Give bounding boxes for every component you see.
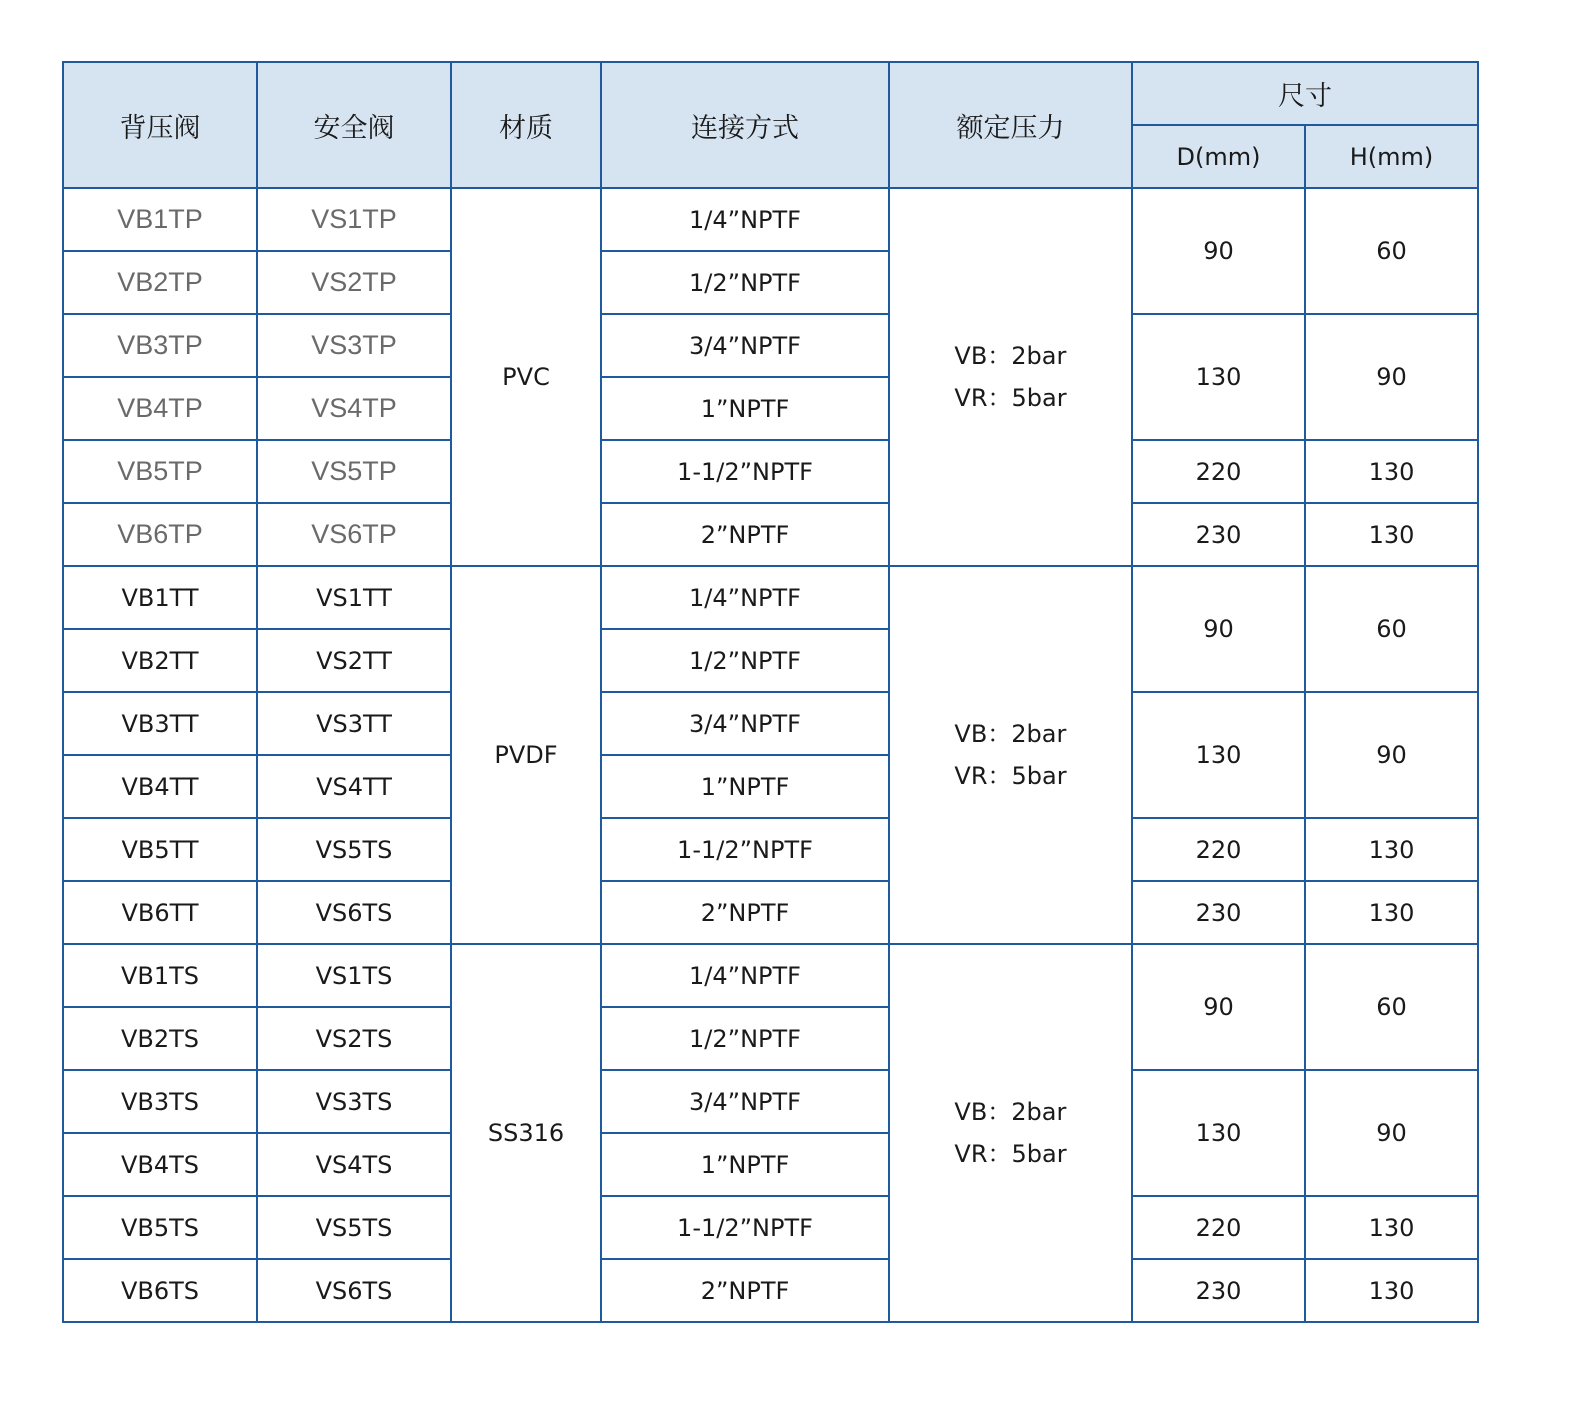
size-d-cell: 220 [1132, 818, 1305, 881]
material-cell: PVDF [451, 566, 601, 944]
connection-cell: 1”NPTF [601, 1133, 889, 1196]
rated-pressure-cell [889, 944, 1132, 1322]
size-h-cell: 130 [1305, 818, 1478, 881]
connection-cell: 1/2”NPTF [601, 629, 889, 692]
size-d-cell: 90 [1132, 188, 1305, 314]
safety-valve-model: VS1TS [257, 944, 451, 1007]
valve-spec-table [62, 61, 1479, 1323]
size-d-cell: 230 [1132, 1259, 1305, 1322]
connection-cell: 3/4”NPTF [601, 692, 889, 755]
back-pressure-valve-model: VB3TT [63, 692, 257, 755]
safety-valve-model: VS3TT [257, 692, 451, 755]
pressure-vr: VR：5bar [954, 1140, 1067, 1168]
connection-cell: 2”NPTF [601, 881, 889, 944]
connection-cell: 1-1/2”NPTF [601, 1196, 889, 1259]
safety-valve-model: VS6TS [257, 881, 451, 944]
rated-pressure-cell [889, 188, 1132, 566]
size-h-cell: 60 [1305, 566, 1478, 692]
back-pressure-valve-model: VB1TP [63, 188, 257, 251]
size-h-cell: 60 [1305, 944, 1478, 1070]
size-d-cell: 230 [1132, 881, 1305, 944]
size-h-cell: 60 [1305, 188, 1478, 314]
back-pressure-valve-model: VB3TS [63, 1070, 257, 1133]
connection-cell: 2”NPTF [601, 503, 889, 566]
back-pressure-valve-model: VB1TS [63, 944, 257, 1007]
pressure-vr: VR：5bar [954, 762, 1067, 790]
back-pressure-valve-model: VB6TT [63, 881, 257, 944]
header-d-mm: D(mm) [1132, 125, 1305, 188]
size-d-cell: 90 [1132, 944, 1305, 1070]
table-row [63, 1259, 1478, 1322]
header-safety-valve: 安全阀 [257, 62, 451, 188]
connection-cell: 1/4”NPTF [601, 944, 889, 1007]
pressure-values [954, 1091, 1066, 1175]
header-size: 尺寸 [1132, 62, 1478, 125]
back-pressure-valve-model: VB1TT [63, 566, 257, 629]
header-material: 材质 [451, 62, 601, 188]
connection-cell: 1/4”NPTF [601, 566, 889, 629]
connection-cell: 3/4”NPTF [601, 1070, 889, 1133]
connection-cell: 1-1/2”NPTF [601, 818, 889, 881]
size-h-cell: 90 [1305, 314, 1478, 440]
safety-valve-model: VS2TT [257, 629, 451, 692]
safety-valve-model: VS4TT [257, 755, 451, 818]
connection-cell: 2”NPTF [601, 1259, 889, 1322]
back-pressure-valve-model: VB6TS [63, 1259, 257, 1322]
safety-valve-model: VS6TS [257, 1259, 451, 1322]
size-d-cell: 130 [1132, 314, 1305, 440]
connection-cell: 1/2”NPTF [601, 1007, 889, 1070]
safety-valve-model: VS3TS [257, 1070, 451, 1133]
size-d-cell: 220 [1132, 1196, 1305, 1259]
table-header [63, 62, 1478, 188]
back-pressure-valve-model: VB5TS [63, 1196, 257, 1259]
back-pressure-valve-model: VB6TP [63, 503, 257, 566]
table-row [63, 944, 1478, 1007]
material-cell: PVC [451, 188, 601, 566]
size-d-cell: 220 [1132, 440, 1305, 503]
back-pressure-valve-model: VB4TS [63, 1133, 257, 1196]
table-row [63, 314, 1478, 377]
safety-valve-model: VS4TS [257, 1133, 451, 1196]
pressure-values [954, 713, 1066, 797]
size-h-cell: 130 [1305, 503, 1478, 566]
rated-pressure-cell [889, 566, 1132, 944]
safety-valve-model: VS2TS [257, 1007, 451, 1070]
back-pressure-valve-model: VB5TP [63, 440, 257, 503]
safety-valve-model: VS6TP [257, 503, 451, 566]
pressure-vb: VB：2bar [954, 1098, 1067, 1126]
size-d-cell: 130 [1132, 1070, 1305, 1196]
table-row [63, 1070, 1478, 1133]
safety-valve-model: VS5TS [257, 818, 451, 881]
back-pressure-valve-model: VB2TP [63, 251, 257, 314]
safety-valve-model: VS5TP [257, 440, 451, 503]
header-rated-pressure: 额定压力 [889, 62, 1132, 188]
size-h-cell: 130 [1305, 1259, 1478, 1322]
safety-valve-model: VS3TP [257, 314, 451, 377]
pressure-vr: VR：5bar [954, 384, 1067, 412]
back-pressure-valve-model: VB4TT [63, 755, 257, 818]
connection-cell: 1-1/2”NPTF [601, 440, 889, 503]
safety-valve-model: VS5TS [257, 1196, 451, 1259]
size-h-cell: 90 [1305, 692, 1478, 818]
table-row [63, 566, 1478, 629]
size-d-cell: 90 [1132, 566, 1305, 692]
safety-valve-model: VS1TT [257, 566, 451, 629]
back-pressure-valve-model: VB4TP [63, 377, 257, 440]
table-row [63, 881, 1478, 944]
connection-cell: 1”NPTF [601, 377, 889, 440]
connection-cell: 3/4”NPTF [601, 314, 889, 377]
table-body [63, 188, 1478, 1322]
table-row [63, 440, 1478, 503]
pressure-vb: VB：2bar [954, 720, 1067, 748]
back-pressure-valve-model: VB2TT [63, 629, 257, 692]
pressure-values [954, 335, 1066, 419]
header-back-pressure-valve: 背压阀 [63, 62, 257, 188]
pressure-vb: VB：2bar [954, 342, 1067, 370]
safety-valve-model: VS4TP [257, 377, 451, 440]
table-row [63, 1196, 1478, 1259]
table-row [63, 503, 1478, 566]
table-row [63, 188, 1478, 251]
size-h-cell: 130 [1305, 1196, 1478, 1259]
back-pressure-valve-model: VB3TP [63, 314, 257, 377]
table-row [63, 692, 1478, 755]
material-cell: SS316 [451, 944, 601, 1322]
size-d-cell: 130 [1132, 692, 1305, 818]
size-h-cell: 90 [1305, 1070, 1478, 1196]
size-h-cell: 130 [1305, 881, 1478, 944]
back-pressure-valve-model: VB2TS [63, 1007, 257, 1070]
size-d-cell: 230 [1132, 503, 1305, 566]
safety-valve-model: VS2TP [257, 251, 451, 314]
back-pressure-valve-model: VB5TT [63, 818, 257, 881]
connection-cell: 1/2”NPTF [601, 251, 889, 314]
size-h-cell: 130 [1305, 440, 1478, 503]
safety-valve-model: VS1TP [257, 188, 451, 251]
table-row [63, 818, 1478, 881]
header-h-mm: H(mm) [1305, 125, 1478, 188]
connection-cell: 1”NPTF [601, 755, 889, 818]
header-connection: 连接方式 [601, 62, 889, 188]
connection-cell: 1/4”NPTF [601, 188, 889, 251]
